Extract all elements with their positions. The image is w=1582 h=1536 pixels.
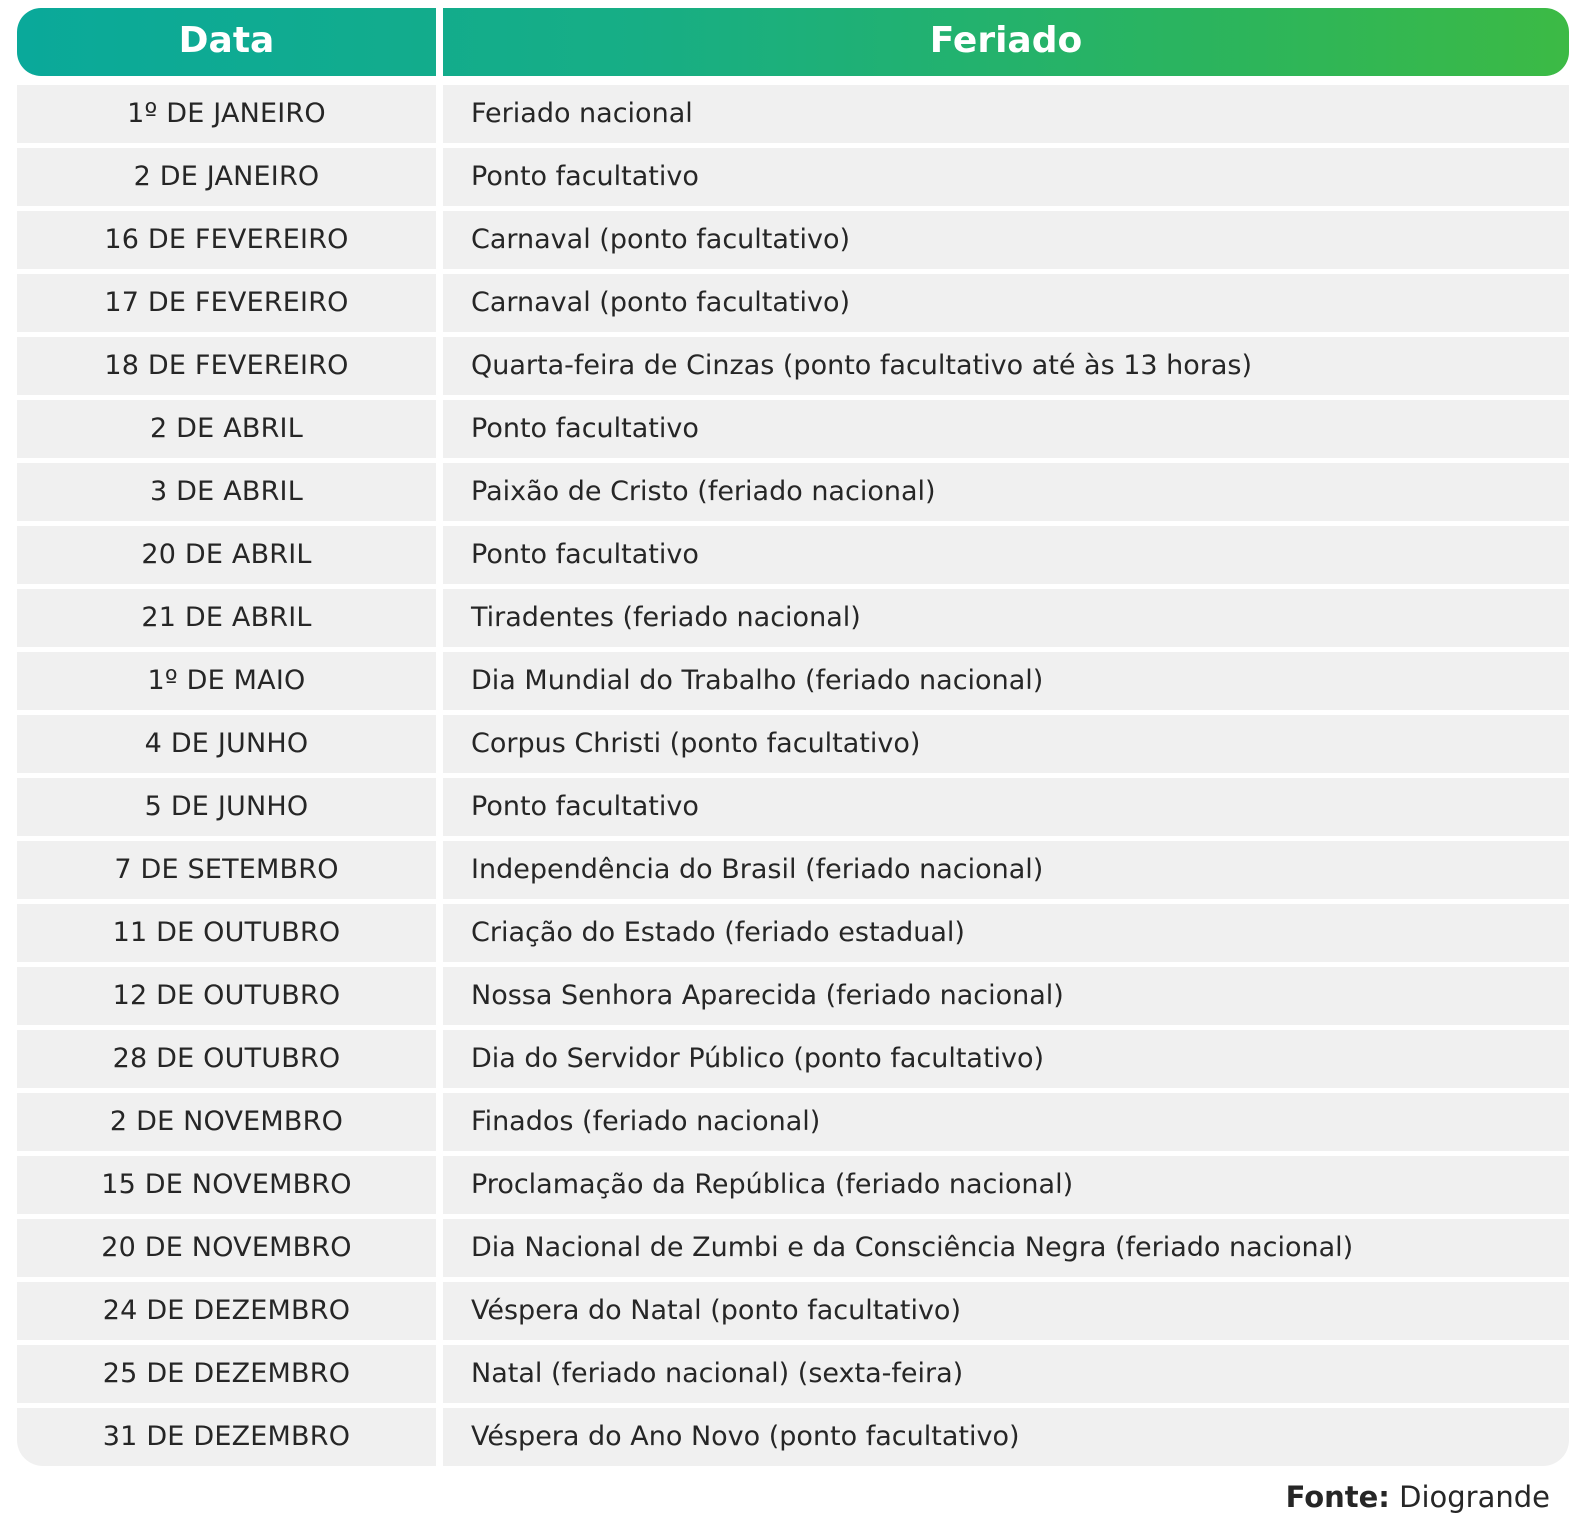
table-row xyxy=(17,211,1569,269)
table-row xyxy=(17,1282,1569,1340)
header-divider xyxy=(436,8,443,76)
holiday-cell: Dia Mundial do Trabalho (feriado nacional) xyxy=(443,652,1569,710)
source-credit xyxy=(1286,1480,1550,1514)
holiday-cell: Ponto facultativo xyxy=(443,400,1569,458)
table-row xyxy=(17,400,1569,458)
table-row xyxy=(17,1030,1569,1088)
table-row xyxy=(17,463,1569,521)
table-row xyxy=(17,652,1569,710)
holiday-cell: Paixão de Cristo (feriado nacional) xyxy=(443,463,1569,521)
holiday-cell: Ponto facultativo xyxy=(443,526,1569,584)
table-row xyxy=(17,1219,1569,1277)
holiday-cell: Dia Nacional de Zumbi e da Consciência Negra (feriado nacional) xyxy=(443,1219,1569,1277)
holiday-table xyxy=(17,8,1569,1480)
date-cell: 7 DE SETEMBRO xyxy=(17,841,436,899)
date-cell: 2 DE JANEIRO xyxy=(17,148,436,206)
date-cell: 12 DE OUTUBRO xyxy=(17,967,436,1025)
table-row xyxy=(17,1156,1569,1214)
holiday-cell: Véspera do Ano Novo (ponto facultativo) xyxy=(443,1408,1569,1466)
header-holiday: Feriado xyxy=(929,20,1083,61)
table-body xyxy=(17,85,1569,1480)
header-date: Data xyxy=(178,20,275,61)
holiday-cell: Independência do Brasil (feriado nacional) xyxy=(443,841,1569,899)
date-cell: 5 DE JUNHO xyxy=(17,778,436,836)
source-name: Diogrande xyxy=(1399,1480,1550,1514)
date-cell: 21 DE ABRIL xyxy=(17,589,436,647)
table-row xyxy=(17,148,1569,206)
date-cell: 20 DE ABRIL xyxy=(17,526,436,584)
date-cell: 17 DE FEVEREIRO xyxy=(17,274,436,332)
holiday-cell: Carnaval (ponto facultativo) xyxy=(443,211,1569,269)
holiday-cell: Feriado nacional xyxy=(443,85,1569,143)
source-label: Fonte: xyxy=(1285,1480,1390,1514)
holiday-cell: Tiradentes (feriado nacional) xyxy=(443,589,1569,647)
holiday-cell: Véspera do Natal (ponto facultativo) xyxy=(443,1282,1569,1340)
date-cell: 1º DE MAIO xyxy=(17,652,436,710)
date-cell: 20 DE NOVEMBRO xyxy=(17,1219,436,1277)
table-row xyxy=(17,904,1569,962)
holiday-cell: Dia do Servidor Público (ponto facultativo) xyxy=(443,1030,1569,1088)
table-header xyxy=(17,8,1569,76)
date-cell: 2 DE NOVEMBRO xyxy=(17,1093,436,1151)
table-row xyxy=(17,1408,1569,1466)
table-row xyxy=(17,85,1569,143)
holiday-cell: Criação do Estado (feriado estadual) xyxy=(443,904,1569,962)
table-row xyxy=(17,967,1569,1025)
date-cell: 16 DE FEVEREIRO xyxy=(17,211,436,269)
holiday-cell: Carnaval (ponto facultativo) xyxy=(443,274,1569,332)
date-cell: 28 DE OUTUBRO xyxy=(17,1030,436,1088)
date-cell: 18 DE FEVEREIRO xyxy=(17,337,436,395)
holiday-cell: Ponto facultativo xyxy=(443,148,1569,206)
holiday-cell: Nossa Senhora Aparecida (feriado nacional) xyxy=(443,967,1569,1025)
date-cell: 24 DE DEZEMBRO xyxy=(17,1282,436,1340)
date-cell: 11 DE OUTUBRO xyxy=(17,904,436,962)
table-row xyxy=(17,274,1569,332)
table-row xyxy=(17,526,1569,584)
date-cell: 15 DE NOVEMBRO xyxy=(17,1156,436,1214)
table-row xyxy=(17,841,1569,899)
table-row xyxy=(17,778,1569,836)
date-cell: 4 DE JUNHO xyxy=(17,715,436,773)
holiday-cell: Quarta-feira de Cinzas (ponto facultativo até às 13 horas) xyxy=(443,337,1569,395)
holiday-cell: Natal (feriado nacional) (sexta-feira) xyxy=(443,1345,1569,1403)
holiday-cell: Ponto facultativo xyxy=(443,778,1569,836)
table-row xyxy=(17,1345,1569,1403)
table-row xyxy=(17,715,1569,773)
holiday-cell: Proclamação da República (feriado nacional) xyxy=(443,1156,1569,1214)
date-cell: 25 DE DEZEMBRO xyxy=(17,1345,436,1403)
holiday-cell: Finados (feriado nacional) xyxy=(443,1093,1569,1151)
date-cell: 31 DE DEZEMBRO xyxy=(17,1408,436,1466)
table-row xyxy=(17,589,1569,647)
date-cell: 2 DE ABRIL xyxy=(17,400,436,458)
date-cell: 1º DE JANEIRO xyxy=(17,85,436,143)
table-row xyxy=(17,1093,1569,1151)
holiday-cell: Corpus Christi (ponto facultativo) xyxy=(443,715,1569,773)
date-cell: 3 DE ABRIL xyxy=(17,463,436,521)
table-row xyxy=(17,337,1569,395)
